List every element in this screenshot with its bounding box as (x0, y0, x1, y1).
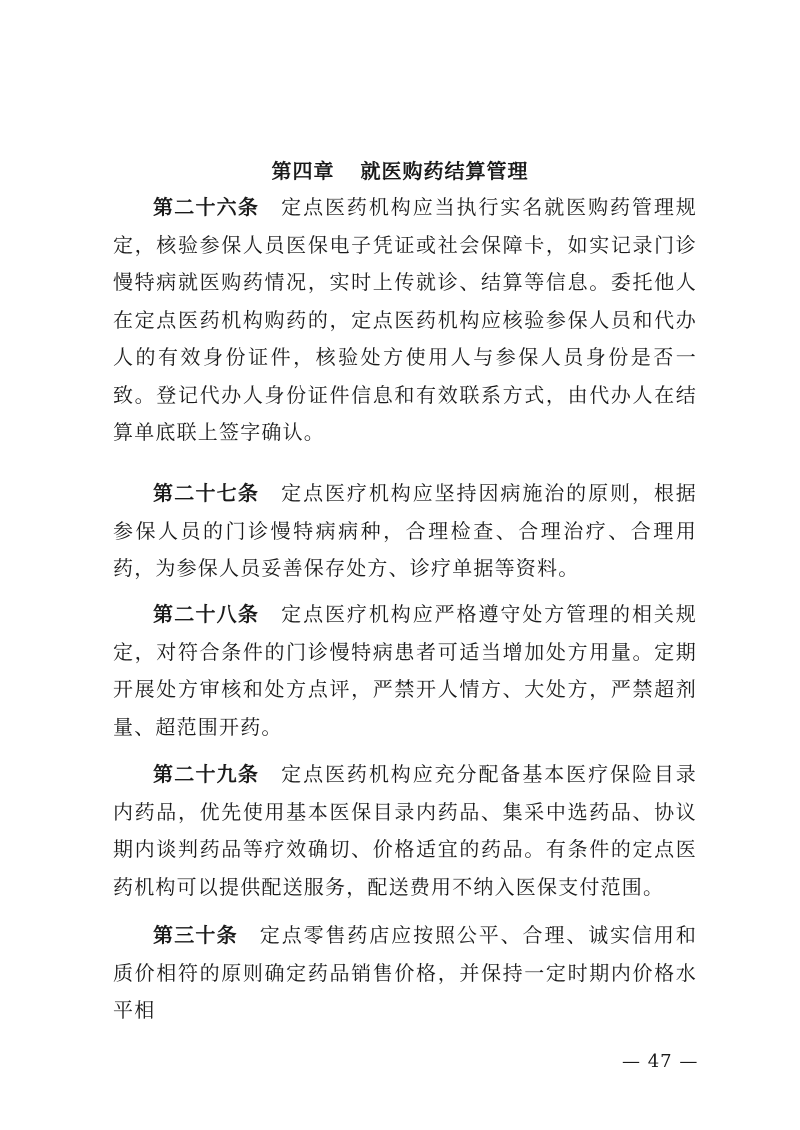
article-29 (113, 756, 697, 906)
chapter-name: 就医购药结算管理 (360, 159, 529, 183)
chapter-number: 第四章 (271, 159, 335, 183)
article-text: 定点医药机构应充分配备基本医疗保险目录内药品，优先使用基本医保目录内药品、集采中选药品、协议期内谈判药品等疗效确切、价格适宜的药品。有条件的定点医药机构可以提供配送服务，配送费用不纳入医保支付范围。 (113, 762, 698, 899)
article-26 (113, 189, 697, 452)
article-number: 第二十八条 (153, 602, 260, 626)
article-27 (113, 475, 697, 588)
article-number: 第二十九条 (153, 762, 260, 786)
chapter-title (0, 156, 800, 186)
article-number: 第三十条 (153, 923, 238, 947)
article-number: 第二十七条 (153, 481, 260, 505)
article-number: 第二十六条 (153, 195, 260, 219)
article-text: 定点医疗机构应坚持因病施治的原则，根据参保人员的门诊慢特病病种，合理检查、合理治疗、合理用药，为参保人员妥善保存处方、诊疗单据等资料。 (113, 481, 698, 580)
article-text: 定点零售药店应按照公平、合理、诚实信用和质价相符的原则确定药品销售价格，并保持一定时期内价格水平相 (113, 923, 698, 1022)
page-number: — 47 — (622, 1051, 699, 1072)
article-text: 定点医疗机构应严格遵守处方管理的相关规定，对符合条件的门诊慢特病患者可适当增加处方用量。定期开展处方审核和处方点评，严禁开人情方、大处方，严禁超剂量、超范围开药。 (113, 602, 698, 739)
article-30 (113, 917, 697, 1030)
article-28 (113, 596, 697, 746)
article-text: 定点医药机构应当执行实名就医购药管理规定，核验参保人员医保电子凭证或社会保障卡，如实记录门诊慢特病就医购药情况，实时上传就诊、结算等信息。委托他人在定点医药机构购药的，定点医药机构应核验参保人员和代办人的有效身份证件，核验处方使用人与参保人员身份是否一致。登记代办人身份证件信息和有效联系方式，由代办人在结算单底联上签字确认。 (113, 195, 698, 444)
